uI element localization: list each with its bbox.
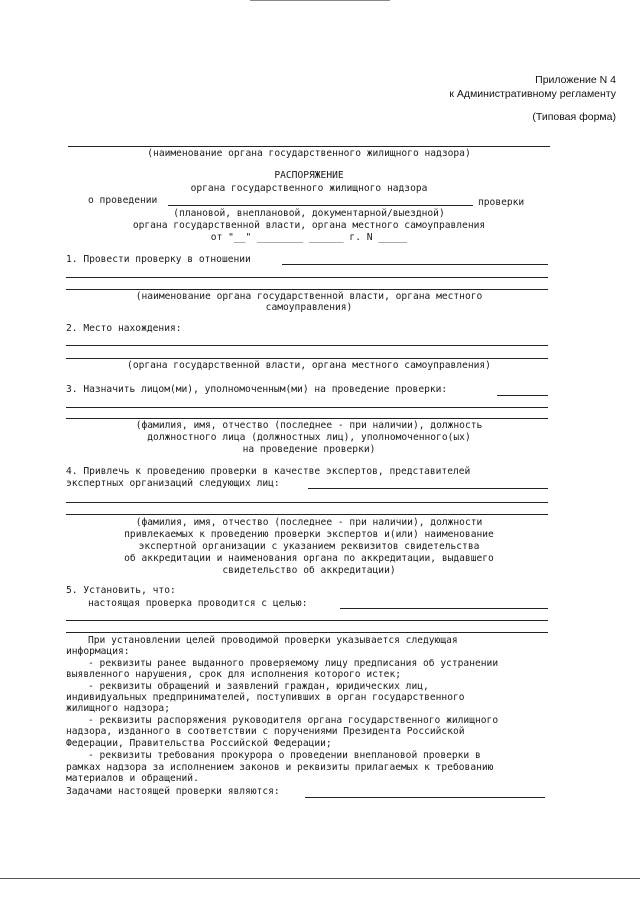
info-line-9: надзора, изданного в соответствии с поручениями Президента Российской	[66, 726, 465, 737]
item1-line-c	[66, 289, 548, 290]
item4-text-2: экспертных организаций следующих лиц:	[66, 478, 280, 489]
info-line-7: жилищного надзора;	[66, 703, 170, 714]
check-label: проверки	[478, 197, 525, 208]
item4-caption-3: экспертной организации с указанием реквизитов свидетельства	[138, 541, 480, 552]
item1-line-a	[282, 264, 548, 265]
item4-caption-2: привлекаемых к проведению проверки экспертов и(или) наименование	[124, 529, 494, 540]
item4-line-b	[66, 502, 548, 503]
item4-line-a	[308, 488, 548, 489]
item1-text: 1. Провести проверку в отношении	[66, 254, 251, 265]
item3-caption-1: (фамилия, имя, отчество (последнее - при наличии), должность	[135, 420, 483, 431]
regulation-reference: к Административному регламенту	[449, 88, 616, 100]
item4-caption-5: свидетельство об аккредитации)	[222, 565, 396, 576]
item1-caption-1: (наименование органа государственной власти, органа местного	[135, 291, 483, 302]
item3-text: 3. Назначить лицом(ми), уполномоченным(ми) на проведение проверки:	[66, 384, 448, 395]
info-line-5: - реквизиты обращений и заявлений граждан, юридических лиц,	[88, 681, 429, 692]
item5-text-1: 5. Установить, что:	[66, 585, 176, 596]
item5-text-2: настоящая проверка проводится с целью:	[88, 598, 308, 609]
info-line-4: выявленного нарушения, срок для исполнения которого истек;	[66, 669, 402, 680]
scan-bottom-edge	[0, 878, 640, 879]
item2-line-a	[66, 345, 548, 346]
item4-caption-1: (фамилия, имя, отчество (последнее - при наличии), должности	[135, 517, 483, 528]
item5-line-b	[66, 620, 548, 621]
authority-line: органа государственной власти, органа местного самоуправления	[132, 220, 486, 231]
item2-caption: (органа государственной власти, органа местного самоуправления)	[127, 360, 491, 371]
item5-line-c	[66, 632, 548, 633]
info-line-10: Федерации, Правительства Российской Федерации;	[66, 738, 332, 749]
tasks-label: Задачами настоящей проверки являются:	[66, 786, 280, 797]
info-line-6: индивидуальных предпринимателей, поступивших в орган государственного	[66, 692, 465, 703]
about-label: о проведении	[88, 195, 158, 206]
info-line-13: материалов и обращений.	[66, 773, 199, 784]
item3-line-a	[497, 395, 548, 396]
check-type-caption: (плановой, внеплановой, документарной/выездной)	[173, 208, 445, 219]
tasks-line	[305, 797, 545, 798]
item5-line-a	[340, 608, 548, 609]
item3-caption-2: должностного лица (должностных лиц), уполномоченного(ых)	[147, 432, 471, 443]
order-heading: РАСПОРЯЖЕНИЕ	[274, 170, 344, 181]
info-line-1: При установлении целей проводимой проверки указывается следующая	[88, 635, 458, 646]
info-line-11: - реквизиты требования прокурора о проведении внеплановой проверки в	[88, 750, 481, 761]
item3-line-b	[66, 407, 548, 408]
appendix-number: Приложение N 4	[535, 74, 616, 86]
item1-line-b	[66, 277, 548, 278]
info-line-3: - реквизиты ранее выданного проверяемому лицу предписания об устранении	[88, 658, 499, 669]
info-line-12: рамках надзора за исполнением законов и реквизиты прилагаемых к требованию	[66, 762, 494, 773]
org-name-line	[68, 146, 550, 147]
item1-caption-2: самоуправления)	[265, 302, 353, 313]
check-type-line	[168, 205, 473, 206]
item2-text: 2. Место нахождения:	[66, 323, 182, 334]
info-line-2: информация:	[66, 646, 130, 657]
item4-caption-4: об аккредитации и наименования органа по аккредитации, выдавшего	[124, 553, 494, 564]
order-date-number: от "__" ________ ______ г. N _____	[210, 232, 408, 243]
item4-text-1: 4. Привлечь к проведению проверки в качестве экспертов, представителей	[66, 466, 471, 477]
org-name-caption: (наименование органа государственного жилищного надзора)	[147, 148, 471, 159]
item3-caption-3: на проведение проверки)	[242, 444, 376, 455]
form-type: (Типовая форма)	[532, 111, 616, 123]
info-line-8: - реквизиты распоряжения руководителя органа государственного жилищного	[88, 715, 499, 726]
item2-line-b	[66, 358, 548, 359]
order-subheading: органа государственного жилищного надзора	[190, 183, 428, 194]
item3-line-c	[66, 418, 548, 419]
item4-line-c	[66, 514, 548, 515]
scan-top-edge	[250, 0, 390, 1]
